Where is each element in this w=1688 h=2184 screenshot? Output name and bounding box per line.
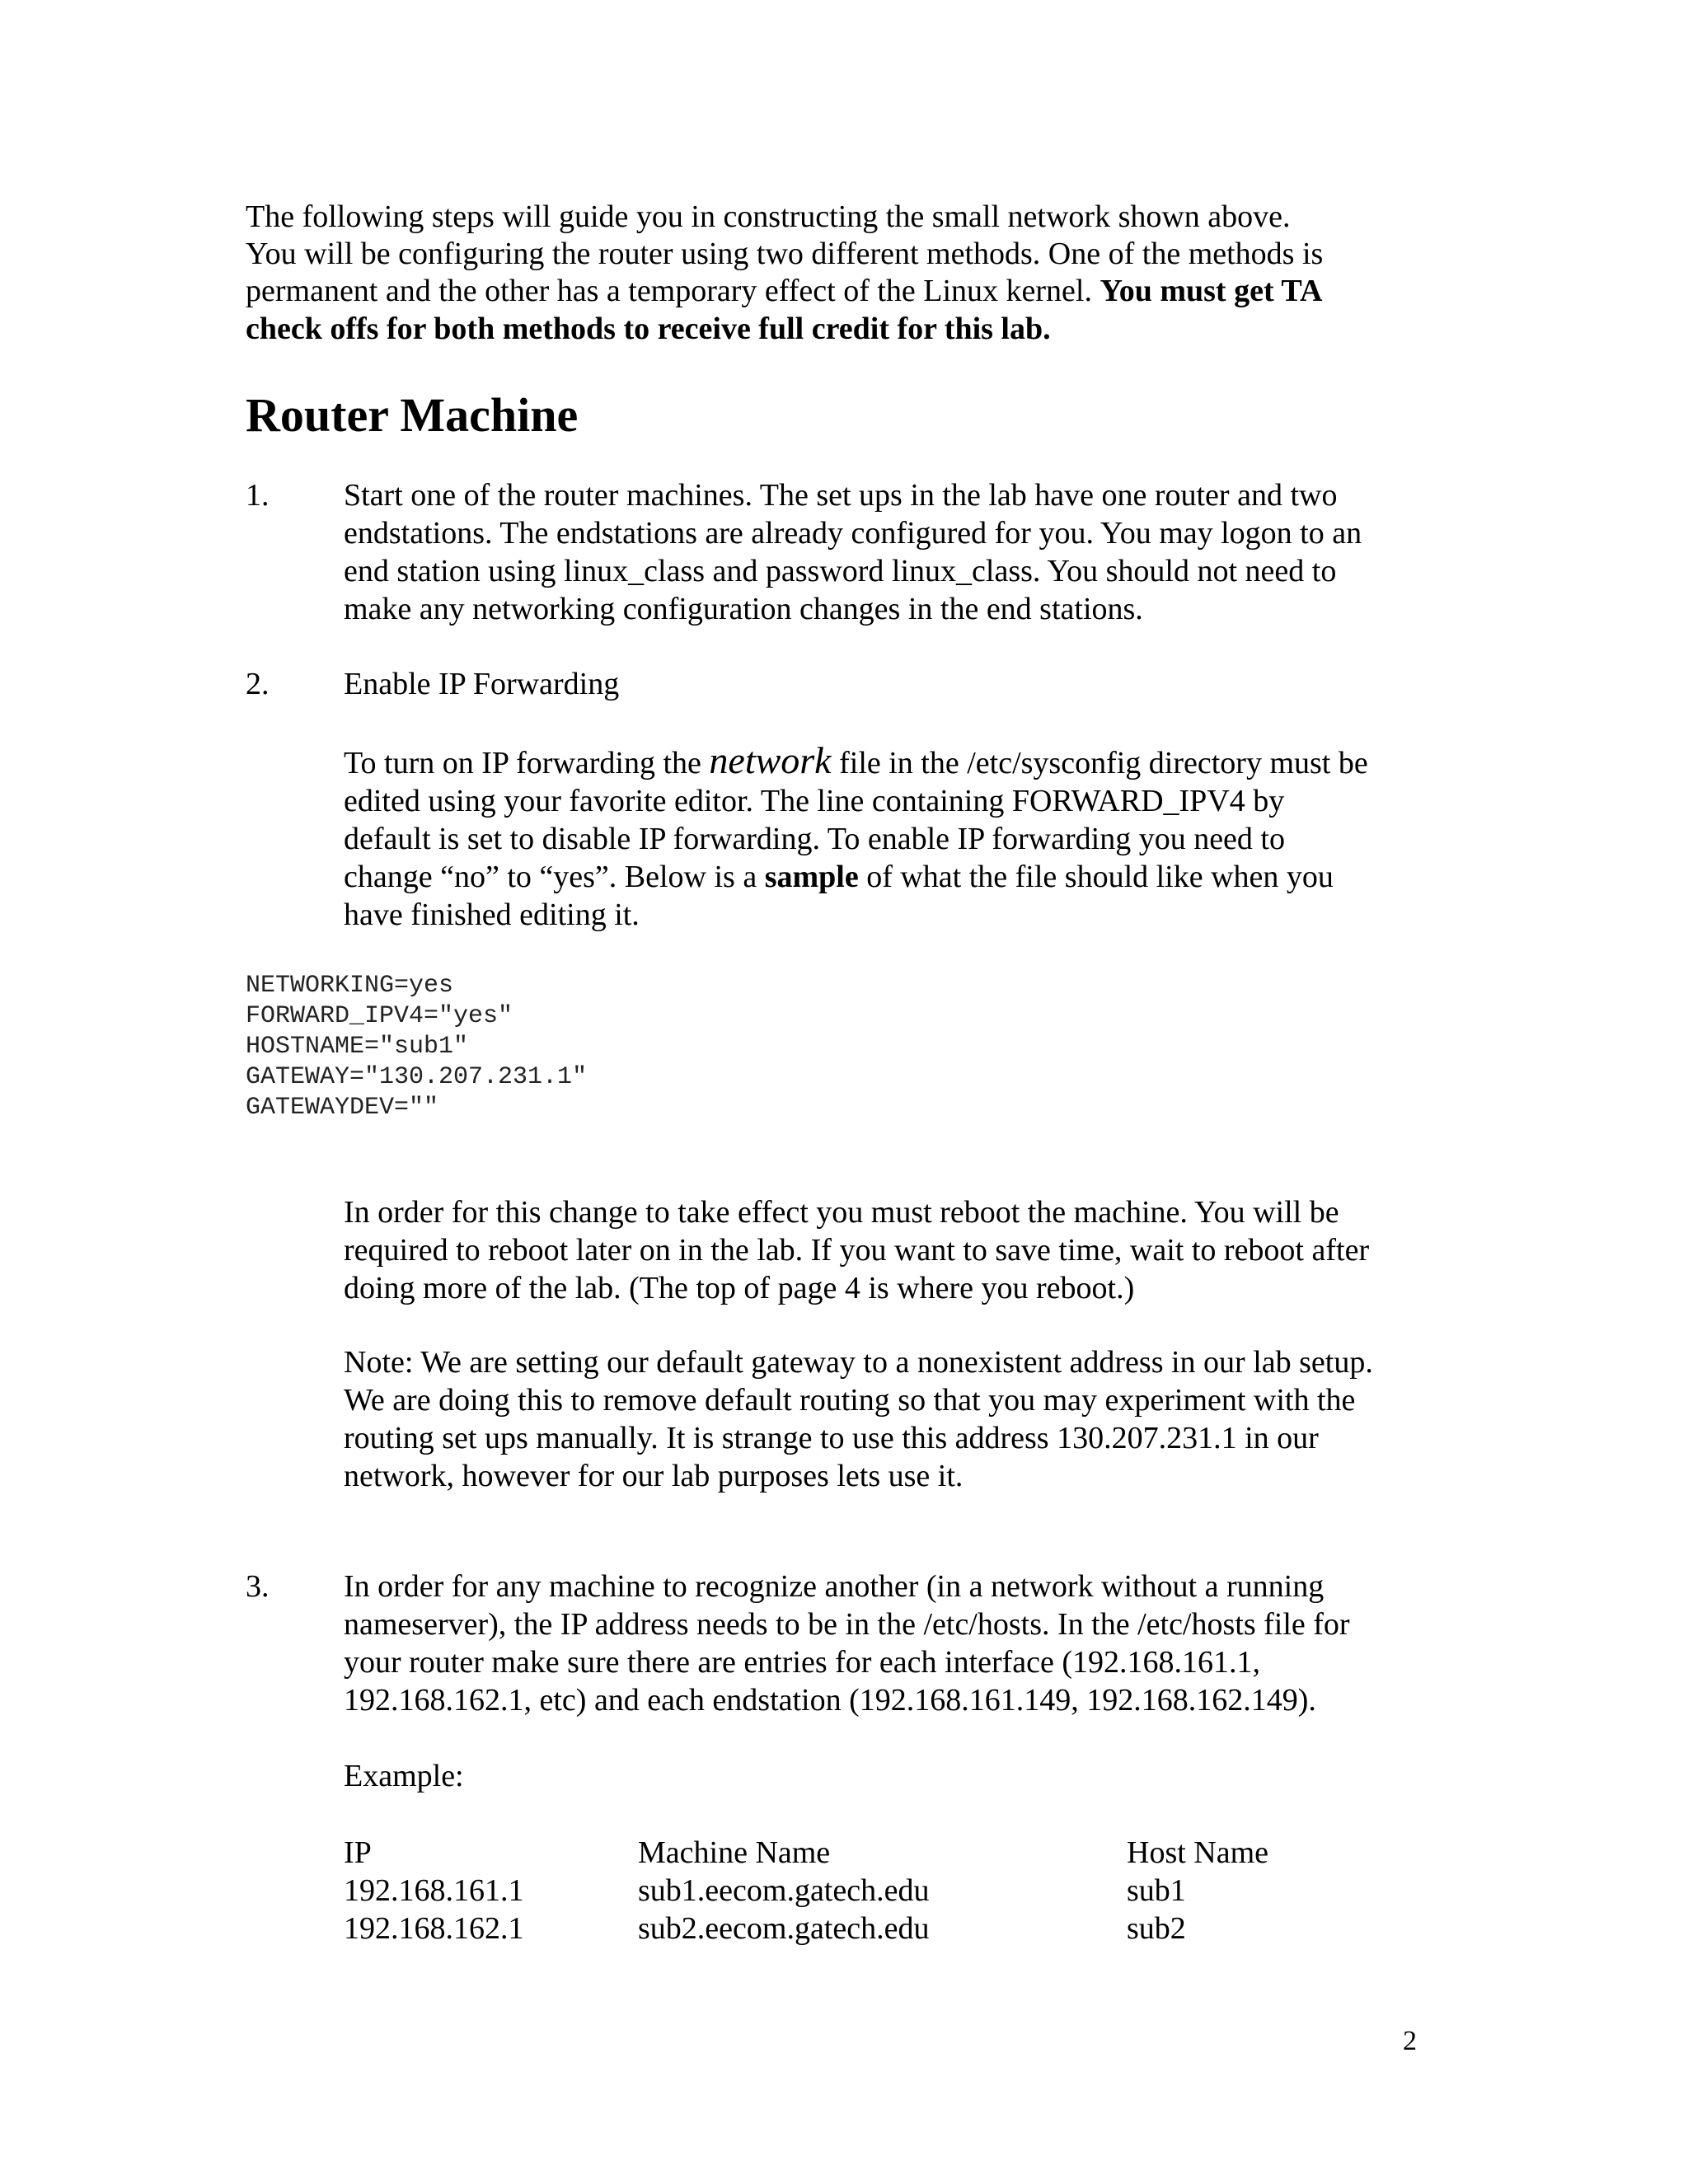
step-2-p1-text-d: of what the file should like when you [858, 860, 1334, 894]
code-line: HOSTNAME="sub1" [246, 1033, 469, 1061]
step-1-body [344, 476, 1432, 628]
code-line: FORWARD_IPV4="yes" [246, 1002, 513, 1030]
step-3-line: In order for any machine to recognize another (in a network without a running [344, 1569, 1325, 1604]
sample-emphasis: sample [764, 860, 859, 894]
code-line: NETWORKING=yes [246, 972, 454, 1000]
step-3-line: 192.168.162.1, etc) and each endstation (192.168.161.149, 192.168.162.149). [344, 1683, 1316, 1718]
step-2-title: Enable IP Forwarding [344, 667, 620, 701]
step-2-number: 2. [246, 667, 270, 701]
table-row [344, 1910, 1268, 1947]
step-2-p1-line: have finished editing it. [344, 898, 640, 932]
table-cell: 192.168.162.1 [344, 1911, 524, 1946]
step-2-p1-line: default is set to disable IP forwarding. To enable IP forwarding you need to [344, 822, 1285, 856]
hosts-example-table [344, 1834, 1268, 1947]
step-1-line: make any networking configuration changes in the end stations. [344, 592, 1143, 626]
intro-line-2: You will be configuring the router using two different methods. One of the methods is [246, 237, 1324, 271]
table-header-cell: IP [344, 1835, 372, 1870]
table-row [344, 1872, 1268, 1910]
step-2-p2-line: required to reboot later on in the lab. If you want to save time, wait to reboot after [344, 1233, 1370, 1268]
step-3-number: 3. [246, 1569, 270, 1604]
network-filename: network [709, 739, 832, 781]
step-2-note-line: routing set ups manually. It is strange to use this address 130.207.231.1 in our [344, 1421, 1319, 1455]
step-3-line: your router make sure there are entries for each interface (192.168.161.1, [344, 1645, 1261, 1680]
page-number: 2 [1403, 2026, 1417, 2056]
step-2-p1-line: edited using your favorite editor. The line containing FORWARD_IPV4 by [344, 784, 1285, 818]
step-2-p1-text-c: change “no” to “yes”. Below is a [344, 860, 765, 894]
config-code-block [246, 971, 587, 1123]
step-2-note-line: network, however for our lab purposes lets use it. [344, 1459, 964, 1493]
intro-line-4: check offs for both methods to receive full credit for this lab. [246, 312, 1051, 346]
step-2-paragraph-1 [344, 739, 1432, 934]
intro-emphasis: You must get TA [1100, 274, 1323, 308]
step-2-p2-line: In order for this change to take effect you must reboot the machine. You will be [344, 1195, 1339, 1230]
step-2-p1-line [344, 739, 1432, 782]
step-2-note-line: Note: We are setting our default gateway to a nonexistent address in our lab setup. [344, 1345, 1373, 1380]
table-cell: sub2 [1127, 1911, 1186, 1946]
step-1-number: 1. [246, 478, 270, 513]
step-2-note-line: We are doing this to remove default routing so that you may experiment with the [344, 1383, 1356, 1418]
table-header-cell: Machine Name [638, 1835, 831, 1870]
example-label: Example: [344, 1759, 464, 1793]
table-cell: sub1 [1127, 1873, 1186, 1908]
step-2-paragraph-2 [344, 1193, 1432, 1307]
step-1-line: Start one of the router machines. The set ups in the lab have one router and two [344, 478, 1338, 513]
intro-line-3-text: permanent and the other has a temporary effect of the Linux kernel. [246, 274, 1100, 308]
step-3-body [344, 1568, 1432, 1719]
table-header-cell: Host Name [1127, 1835, 1269, 1870]
step-3-line: nameserver), the IP address needs to be in the /etc/hosts. In the /etc/hosts file for [344, 1607, 1350, 1642]
step-1-line: endstations. The endstations are already configured for you. You may logon to an [344, 516, 1362, 551]
table-cell: sub1.eecom.gatech.edu [638, 1873, 930, 1908]
step-1-line: end station using linux_class and password linux_class. You should not need to [344, 554, 1337, 588]
step-2-p1-text-a: To turn on IP forwarding the [344, 746, 710, 780]
step-2-note [344, 1343, 1432, 1495]
step-2-p2-line: doing more of the lab. (The top of page 4 is where you reboot.) [344, 1271, 1135, 1305]
table-cell: sub2.eecom.gatech.edu [638, 1911, 930, 1946]
step-2-p1-text-b: file in the /etc/sysconfig directory must be [831, 746, 1368, 780]
table-cell: 192.168.161.1 [344, 1873, 524, 1908]
intro-line-3 [246, 272, 1322, 310]
code-line: GATEWAYDEV="" [246, 1094, 439, 1122]
intro-line-1: The following steps will guide you in constructing the small network shown above. [246, 199, 1291, 234]
code-line: GATEWAY="130.207.231.1" [246, 1063, 588, 1091]
step-2-p1-line [344, 858, 1432, 896]
table-header-row [344, 1834, 1268, 1872]
section-heading: Router Machine [246, 388, 579, 442]
